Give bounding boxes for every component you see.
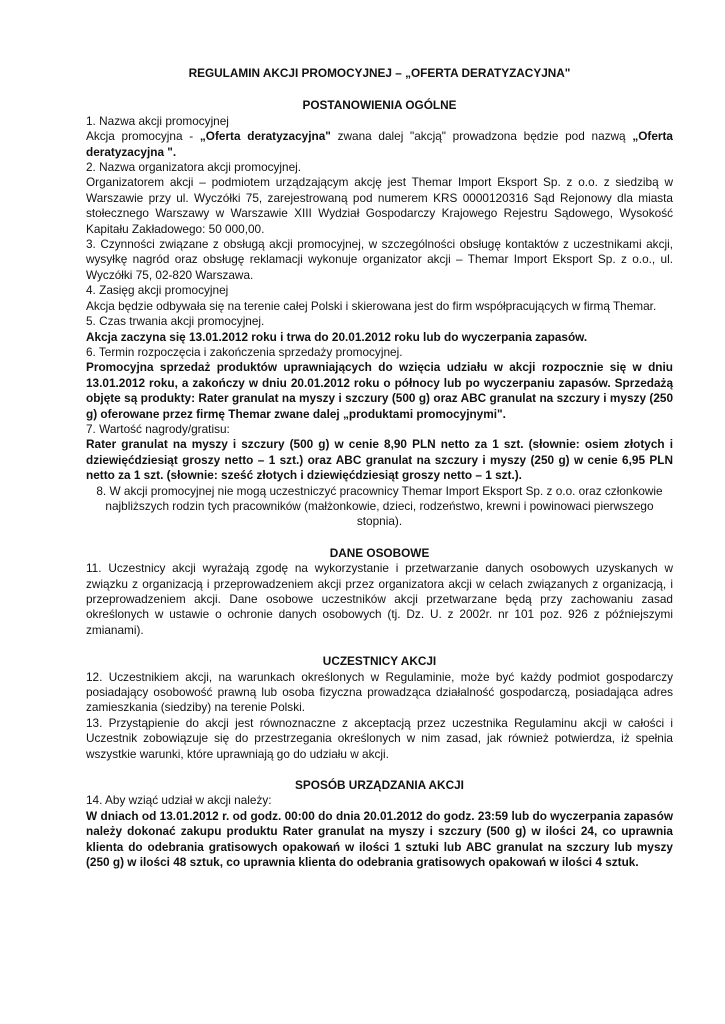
item-1-mid: zwana dalej "akcją" prowadzona będzie pod nazwą [330,129,633,144]
document-page [86,66,673,871]
item-12-text: 12. Uczestnikiem akcji, na warunkach określonych w Regulaminie, może być każdy podmiot gospodarczy posiadający osobowość prawną lub osoba fizyczna prowadząca działalność gospodarczą, posiadająca adres zamieszkania (siedziby) na terenie Polski. [86,669,673,715]
item-1-title: 1. Nazwa akcji promocyjnej [86,113,229,128]
document-title: REGULAMIN AKCJI PROMOCYJNEJ – „OFERTA DERATYZACYJNA" [188,66,571,80]
section-heading-personal-data: DANE OSOBOWE [329,545,430,560]
item-11-text: 11. Uczestnicy akcji wyrażają zgodę na wykorzystanie i przetwarzanie danych osobowych uzyskanych w związku z organizacją i przeprowadzeniem akcji przez organizatora akcji w celach związanych z organizacją, i przeprowadzeniem akcji. Dane osobowe uczestników akcji przetwarzane będą przy zachowaniu zasad określonych w ustawie o ochronie danych osobowych (tj. Dz. U. z 2002r. nr 101 poz. 926 z późniejszymi zmianami). [86,561,673,637]
item-6-title: 6. Termin rozpoczęcia i zakończenia sprzedaży promocyjnej. [86,344,403,359]
item-2-text: Organizatorem akcji – podmiotem urządzającym akcję jest Themar Import Eksport Sp. z o.o. z siedzibą w Warszawie przy ul. Wyczółki 75, zarejestrowaną pod numerem KRS 0000120316 Sąd Rejonowy dla miasta stołecznego Warszawy w Warszawie XIII Wydział Gospodarczy Krajowego Rejestru Sądowego, Wysokość Kapitału Zakładowego: 50 000,00. [86,175,673,236]
spacer [86,762,673,778]
section-heading-general: POSTANOWIENIA OGÓLNE [302,98,457,113]
item-4-text: Akcja będzie odbywała się na terenie całej Polski i skierowana jest do firm współpracujących w firmą Themar. [86,298,657,313]
item-3-text: 3. Czynności związane z obsługą akcji promocyjnej, w szczególności obsługę kontaktów z uczestnikami akcji, wysyłkę nagród oraz obsługę reklamacji wykonuje organizator akcji – Themar Import Eksport Sp. z o.o., ul. Wyczółki 75, 02-820 Warszawa. [86,237,673,282]
item-7-text: Rater granulat na myszy i szczury (500 g) w cenie 8,90 PLN netto za 1 szt. (słownie: osiem złotych i dziewięćdziesiąt groszy netto – 1 szt.) oraz ABC granulat na szczury i myszy (250 g) w cenie 6,95 PLN netto za 1 szt. (słownie: sześć złotych i dziewięćdziesiąt groszy netto – 1 szt.). [86,437,673,483]
spacer [86,638,673,654]
item-1-text [86,129,673,160]
item-5-title: 5. Czas trwania akcji promocyjnej. [86,314,265,329]
item-14-title: 14. Aby wziąć udział w akcji należy: [86,793,272,808]
item-14-text: W dniach od 13.01.2012 r. od godz. 00:00 do dnia 20.01.2012 do godz. 23:59 lub do wyczerpania zapasów należy dokonać zakupu produktu Rater granulat na myszy i szczury (500 g) w ilości 24, co uprawnia klienta do odebrania gratisowych opakowań w ilości 1 sztuki lub ABC granulat na szczury lub myszy (250 g) w ilości 48 sztuk, co uprawnia klienta do odebrania gratisowych opakowań w ilości 4 sztuk. [86,808,673,870]
section-heading-participants: UCZESTNICY AKCJI [322,654,437,669]
item-4-title: 4. Zasięg akcji promocyjnej [86,283,229,298]
promo-name-2: „Oferta deratyzacyjna ". [86,129,673,159]
item-13-text: 13. Przystąpienie do akcji jest równoznaczne z akceptacją przez uczestnika Regulaminu akcji w całości i Uczestnik zobowiązuje się do przestrzegania określonych w nim zasad, jak również potwierdza, iż spełnia wszystkie warunki, które uprawniają go do udziału w akcji. [86,715,673,761]
promo-name: „Oferta deratyzacyjna" [199,129,331,144]
section-heading-procedure: SPOSÓB URZĄDZANIA AKCJI [295,778,464,793]
item-5-text: Akcja zaczyna się 13.01.2012 roku i trwa do 20.01.2012 roku lub do wyczerpania zapasów. [86,329,588,344]
item-6-text: Promocyjna sprzedaż produktów uprawniających do wzięcia udziału w akcji rozpocznie się w dniu 13.01.2012 roku, a zakończy w dniu 20.01.2012 roku o północy lub po wyczerpaniu zapasów. Sprzedażą objęte są produkty: Rater granulat na myszy i szczury (500 g) oraz ABC granulat na szczury i myszy (250 g) oferowane przez firmę Themar zwane dalej „produktami promocyjnymi". [86,360,673,421]
item-1-prefix: Akcja promocyjna - [86,129,200,144]
spacer [86,530,673,546]
item-8-text: 8. W akcji promocyjnej nie mogą uczestniczyć pracownicy Themar Import Eksport Sp. z o.o. oraz członkowie najbliższych rodzin tych pracowników (małżonkowie, dzieci, rodzeństwo, krewni i powinowaci pierwszego stopnia). [96,483,663,529]
item-7-title: 7. Wartość nagrody/gratisu: [86,421,230,436]
item-2-title: 2. Nazwa organizatora akcji promocyjnej. [86,160,302,175]
